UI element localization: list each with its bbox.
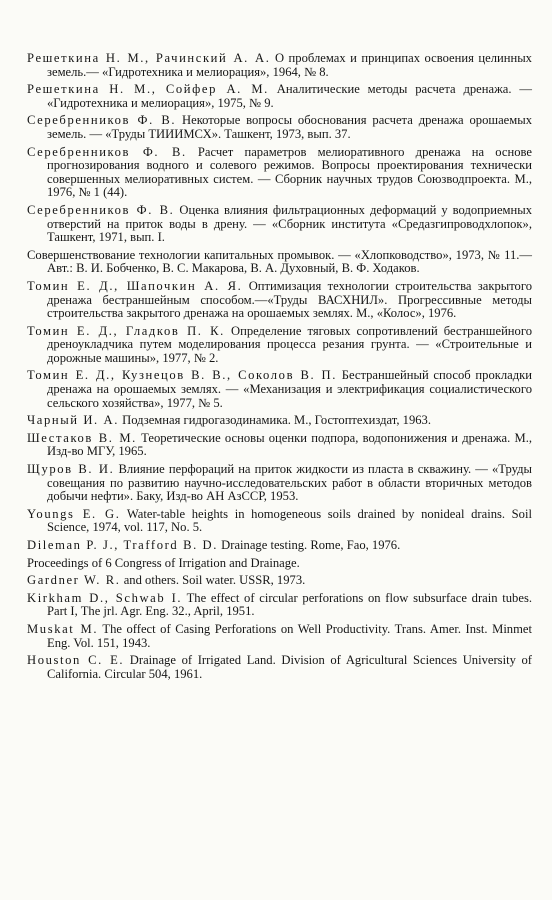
reference-entry [27,574,532,588]
reference-entry [27,369,532,410]
reference-author: Dileman P. J., Trafford B. D. [27,538,219,552]
reference-entry [27,432,532,459]
reference-entry [27,114,532,141]
reference-entry [27,204,532,245]
reference-entry [27,557,532,571]
reference-author: Серебренников Ф. В. [27,144,187,159]
reference-author: Houston C. E. [27,653,125,668]
reference-author: Шестаков В. М. [27,430,137,445]
reference-text: Drainage of Irrigated Land. Division of Agricultural Sciences University of California. Circular 504, 1961. [47,653,532,681]
reference-author: Muskat M. [27,621,99,636]
reference-text: Некоторые вопросы обоснования расчета дренажа орошаемых земель. — «Труды ТИИИМСХ». Ташкент, 1973, вып. 37. [47,113,532,141]
reference-text: Влияние перфораций на приток жидкости из пласта в скважину. — «Труды совещания по развитию научно-исследовательских работ в области вторичных методов добычи нефти». Баку, Изд-во АН АзССР, 1953. [47,462,532,504]
reference-entry [27,592,532,619]
reference-text: Определение тяговых сопротивлений бестраншейного дреноукладчика путем моделирования процесса резания грунта. — «Строительные и дорожные машины», 1977, № 2. [47,323,532,365]
reference-author: Томин Е. Д., Кузнецов В. В., Соколов В. П. [27,368,337,383]
reference-text: Оценка влияния фильтрационных деформаций у водоприемных отверстий на приток воды в дрену. — «Сборник института «Средазгипроводхлопок», Ташкент, 1971, вып. I. [47,202,533,245]
reference-author: Kirkham D., Schwab I. [27,590,183,605]
reference-text: Теоретические основы оценки подпора, водопонижения и дренажа. М., Изд-во МГУ, 1965. [47,430,532,459]
reference-entry [27,249,532,276]
reference-text: Совершенствование технологии капитальных промывок. — «Хлопководство», 1973, № 11.— Авт.: В. И. Бобченко, В. С. Макарова, В. А. Духовный, В. Ф. Ходаков. [27,247,532,276]
reference-author: Щуров В. И. [27,462,115,477]
reference-entry [27,539,532,553]
reference-entry [27,146,532,200]
reference-text: and others. Soil water. USSR, 1973. [120,573,306,588]
reference-text: Оптимизация технологии строительства закрытого дренажа бестраншейным способом.—«Труды ВАСХНИЛ». Прогрессивные методы строительства закрытого дренажа на орошаемых землях. М., «Колос», 1976. [47,278,533,321]
reference-text: Расчет параметров мелиоративного дренажа на основе прогнозирования водного и солевого режимов. Вопросы проектирования технически совершенных мелиоративных систем. — Сборник научных трудов Союзводпроекта. М., 1976, № 1 (44). [47,144,533,200]
reference-text: О проблемах и принципах освоения целинных земель.— «Гидротехника и мелиорация», 1964, № 8. [47,51,532,79]
reference-entry [27,52,532,79]
reference-author: Gardner W. R. [27,573,121,588]
reference-author: Решеткина Н. М., Рачинский А. А. [27,51,271,65]
reference-text: Бестраншейный способ прокладки дренажа на орошаемых землях. — «Механизация и электрификация социалистического сельского хозяйства», 1977, № 5. [47,368,532,410]
reference-author: Томин Е. Д., Гладков П. К. [27,323,225,338]
reference-author: Youngs E. G. [27,506,121,521]
reference-entry [27,325,532,366]
reference-text: Water-table heights in homogeneous soils drained by nonideal drains. Soil Science, 1974, vol. 117, No. 5. [47,506,532,535]
reference-text: The offect of Casing Perforations on Well Productivity. Trans. Amer. Inst. Minmet Eng. Vol. 151, 1943. [47,621,532,650]
reference-list [27,52,532,681]
reference-author: Серебренников Ф. В. [27,113,177,128]
reference-text: Proceedings of 6 Congress of Irrigation and Drainage. [27,555,300,570]
reference-entry [27,414,532,428]
reference-entry [27,463,532,504]
reference-author: Чарный И. А. [27,413,119,428]
reference-author: Томин Е. Д., Шапочкин А. Я. [27,278,243,293]
reference-entry [27,654,532,681]
reference-entry [27,508,532,535]
reference-author: Серебренников Ф. В. [27,202,175,217]
reference-text: The effect of circular perforations on flow subsurface drain tubes. Part I, The jrl. Agr. Eng. 32., April, 1951. [47,590,532,619]
reference-entry [27,280,532,321]
reference-text: Drainage testing. Rome, Fao, 1976. [218,538,401,552]
reference-author: Решеткина Н. М., Сойфер А. М. [27,82,269,97]
reference-entry [27,623,532,650]
reference-text: Аналитические методы расчета дренажа. — «Гидротехника и мелиорация», 1975, № 9. [47,82,532,110]
reference-text: Подземная гидрогазодинамика. М., Гостоптехиздат, 1963. [119,413,432,428]
reference-entry [27,83,532,110]
